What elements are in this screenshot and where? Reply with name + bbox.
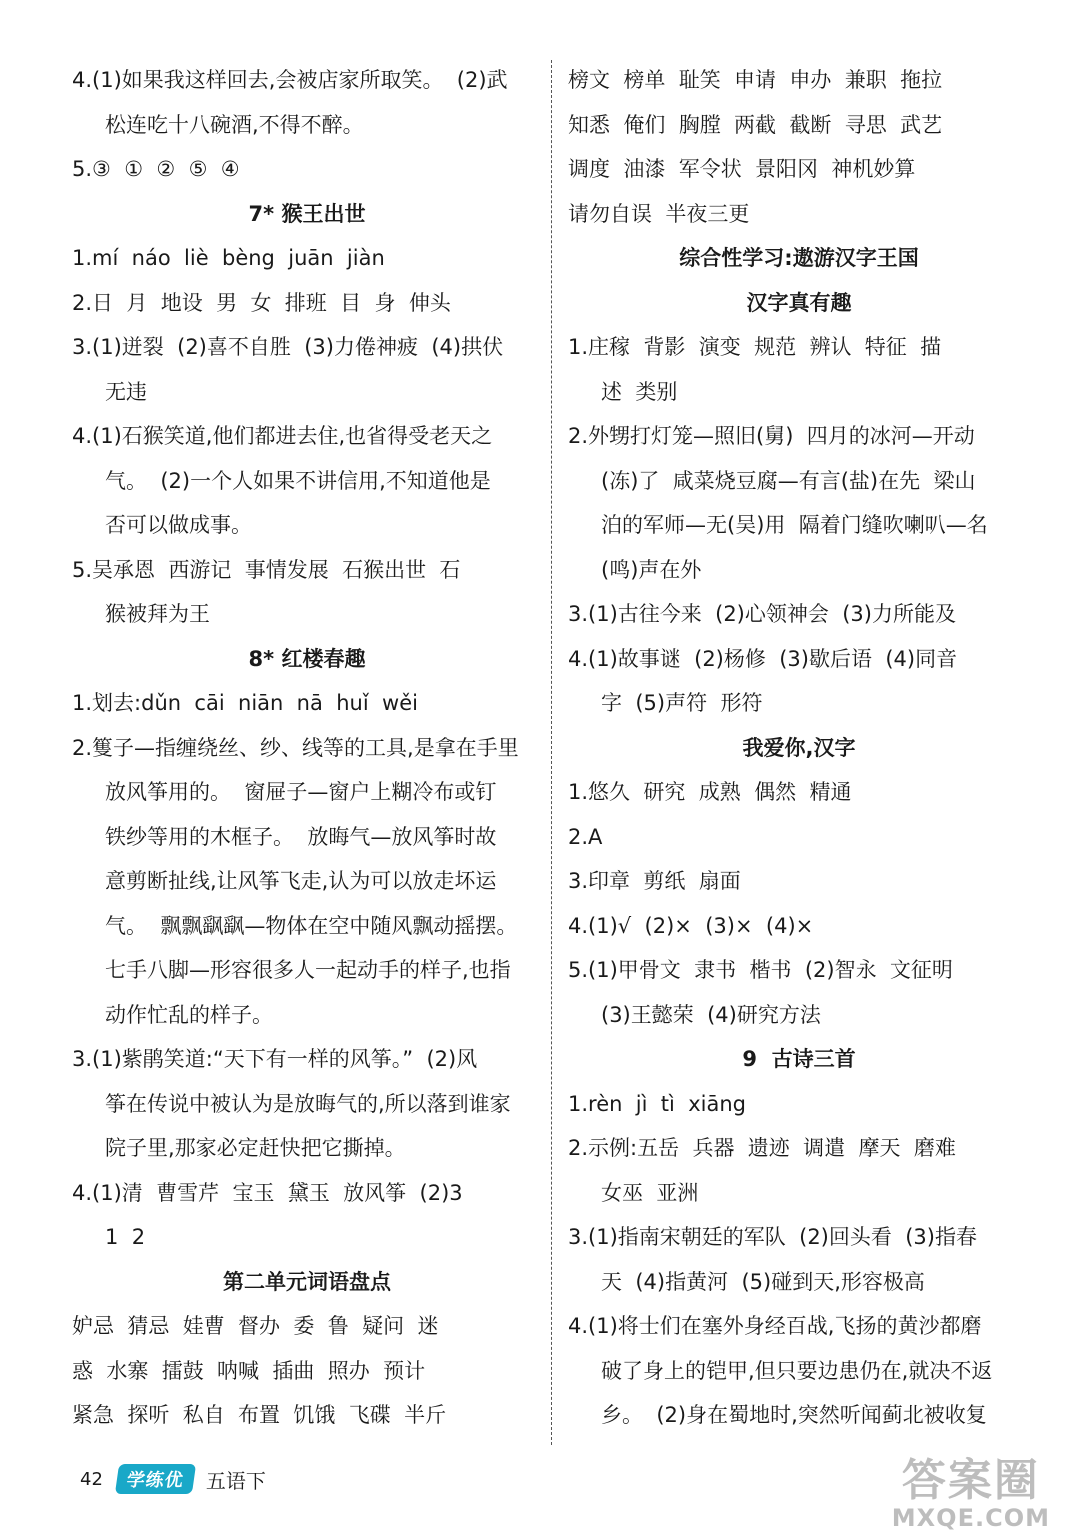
right-column bbox=[568, 58, 1030, 1438]
left-column bbox=[72, 58, 542, 1438]
text-line: 榜文 榜单 耻笑 申请 申办 兼职 拖拉 bbox=[568, 68, 943, 92]
section-heading: 7* 猴王出世 bbox=[248, 201, 366, 226]
text-line: 否可以做成事。 bbox=[105, 513, 252, 537]
text-line: (3)王懿荣 (4)研究方法 bbox=[601, 1002, 821, 1027]
text-line: 乡。 (2)身在蜀地时,突然听闻蓟北被收复 bbox=[601, 1403, 987, 1427]
text-line: 知悉 俺们 胸膛 两截 截断 寻思 武艺 bbox=[568, 112, 943, 137]
text-line: 4.(1)故事谜 (2)杨修 (3)歇后语 (4)同音 bbox=[568, 646, 958, 671]
text-line: (冻)了 咸菜烧豆腐—有言(盐)在先 梁山 bbox=[601, 468, 976, 493]
text-line: (鸣)声在外 bbox=[601, 557, 702, 582]
text-line: 1.庄稼 背影 演变 规范 辨认 特征 描 bbox=[568, 335, 942, 359]
text-line: 1.rèn jì tì xiāng bbox=[568, 1091, 746, 1116]
text-line: 4.(1)如果我这样回去,会被店家所取笑。 (2)武 bbox=[72, 68, 508, 92]
page-number: 42 bbox=[80, 1468, 103, 1490]
page-footer bbox=[80, 1463, 266, 1495]
section-heading: 汉字真有趣 bbox=[746, 290, 852, 315]
text-line: 2.日 月 地设 男 女 排班 目 身 伸头 bbox=[72, 290, 451, 315]
text-line: 4.(1)清 曹雪芹 宝玉 黛玉 放风筝 (2)3 bbox=[72, 1180, 463, 1205]
text-line: 气。 (2)一个人如果不讲信用,不知道他是 bbox=[105, 468, 491, 493]
text-line: 泊的军师—无(吴)用 隔着门缝吹喇叭—名 bbox=[601, 513, 988, 537]
text-line: 请勿自误 半夜三更 bbox=[568, 201, 750, 226]
text-line: 3.(1)紫鹃笑道:“天下有一样的风筝。” (2)风 bbox=[72, 1047, 478, 1071]
section-heading: 第二单元词语盘点 bbox=[223, 1269, 391, 1294]
text-line: 放风筝用的。 窗屉子—窗户上糊冷布或钉 bbox=[105, 780, 497, 804]
text-line: 松连吃十八碗酒,不得不醉。 bbox=[105, 112, 364, 137]
text-line: 2.篗子—指缠绕丝、纱、线等的工具,是拿在手里 bbox=[72, 735, 519, 760]
text-line: 3.(1)指南宋朝廷的军队 (2)回头看 (3)指春 bbox=[568, 1225, 977, 1249]
text-line: 5.③ ① ② ⑤ ④ bbox=[72, 157, 240, 181]
text-line: 1.悠久 研究 成熟 偶然 精通 bbox=[568, 780, 852, 804]
text-line: 破了身上的铠甲,但只要边患仍在,就决不返 bbox=[601, 1358, 993, 1383]
text-line: 气。 飘飘飖飖—物体在空中随风飘动摇摆。 bbox=[105, 913, 518, 938]
section-heading: 9 古诗三首 bbox=[742, 1047, 856, 1071]
text-line: 铁纱等用的木框子。 放晦气—放风筝时故 bbox=[105, 824, 497, 849]
text-line: 3.(1)迸裂 (2)喜不自胜 (3)力倦神疲 (4)拱伏 bbox=[72, 335, 504, 359]
section-heading: 我爱你,汉字 bbox=[742, 735, 856, 760]
text-line: 2.外甥打灯笼—照旧(舅) 四月的冰河—开动 bbox=[568, 424, 975, 448]
text-line: 5.(1)甲骨文 隶书 楷书 (2)智永 文征明 bbox=[568, 958, 953, 982]
text-line: 筝在传说中被认为是放晦气的,所以落到谁家 bbox=[105, 1091, 511, 1116]
text-line: 1.划去:dǔn cāi niān nā huǐ wěi bbox=[72, 691, 418, 715]
brand-logo: 学练优 bbox=[115, 1464, 196, 1494]
text-line: 妒忌 猜忌 娃曹 督办 委 鲁 疑问 迷 bbox=[72, 1314, 439, 1338]
section-heading: 8* 红楼春趣 bbox=[248, 646, 366, 671]
section-heading: 综合性学习:遨游汉字王国 bbox=[679, 246, 919, 270]
text-line: 1.mí náo liè bèng juān jiàn bbox=[72, 246, 385, 270]
text-line: 紧急 探听 私自 布置 饥饿 飞碟 半斤 bbox=[72, 1403, 447, 1427]
text-line: 动作忙乱的样子。 bbox=[105, 1002, 273, 1027]
text-line: 1 2 bbox=[105, 1225, 146, 1249]
text-line: 调度 油漆 军令状 景阳冈 神机妙算 bbox=[568, 157, 916, 181]
text-line: 2.示例:五岳 兵器 遗迹 调遣 摩天 磨难 bbox=[568, 1136, 956, 1160]
text-line: 4.(1)石猴笑道,他们都进去住,也省得受老天之 bbox=[72, 424, 493, 448]
text-line: 天 (4)指黄河 (5)碰到天,形容极高 bbox=[601, 1269, 925, 1294]
watermark-url: MXQE.COM bbox=[891, 1504, 1050, 1532]
grade-label: 五语下 bbox=[205, 1468, 266, 1493]
watermark-title: 答案圈 bbox=[901, 1455, 1040, 1506]
text-line: 2.A bbox=[568, 824, 603, 849]
text-line: 七手八脚—形容很多人一起动手的样子,也指 bbox=[105, 958, 511, 982]
text-line: 女巫 亚洲 bbox=[601, 1180, 699, 1205]
text-line: 院子里,那家必定赶快把它撕掉。 bbox=[105, 1136, 406, 1160]
text-line: 无违 bbox=[105, 379, 147, 404]
text-line: 3.印章 剪纸 扇面 bbox=[568, 869, 741, 893]
text-line: 述 类别 bbox=[601, 379, 678, 404]
text-line: 4.(1)将士们在塞外身经百战,飞扬的黄沙都磨 bbox=[568, 1314, 982, 1338]
text-line: 惑 水寨 擂鼓 呐喊 插曲 照办 预计 bbox=[72, 1358, 426, 1383]
text-line: 字 (5)声符 形符 bbox=[601, 691, 763, 715]
text-line: 5.吴承恩 西游记 事情发展 石猴出世 石 bbox=[72, 557, 461, 582]
watermark bbox=[891, 1455, 1050, 1532]
column-divider bbox=[551, 60, 552, 1445]
text-line: 猴被拜为王 bbox=[105, 602, 210, 626]
text-line: 3.(1)古往今来 (2)心领神会 (3)力所能及 bbox=[568, 602, 956, 626]
text-line: 4.(1)√ (2)× (3)× (4)× bbox=[568, 913, 814, 938]
text-line: 意剪断扯线,让风筝飞走,认为可以放走坏运 bbox=[105, 869, 497, 893]
